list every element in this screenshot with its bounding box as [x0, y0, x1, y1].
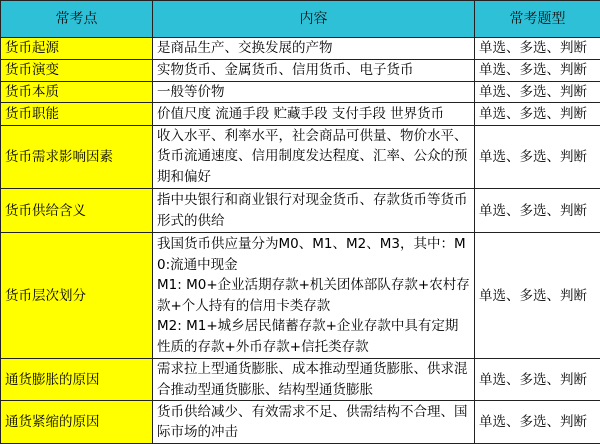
row-point: 货币起源 [1, 38, 153, 60]
row-question-type: 单选、多选、判断 [475, 188, 600, 233]
row-content: 指中央银行和商业银行对现金货币、存款货币等货币形式的供给 [153, 188, 475, 233]
row-point: 货币供给含义 [1, 188, 153, 233]
row-point: 货币本质 [1, 81, 153, 103]
table-row [1, 188, 600, 233]
table-row [1, 125, 600, 188]
row-point: 通货紧缩的原因 [1, 401, 153, 444]
row-content: 实物货币、金属货币、信用货币、电子货币 [153, 59, 475, 81]
table-row [1, 59, 600, 81]
table-row [1, 81, 600, 103]
row-content: 需求拉上型通货膨胀、成本推动型通货膨胀、供求混合推动型通货膨胀、结构型通货膨胀 [153, 358, 475, 401]
row-content: 收入水平、利率水平，社会商品可供量、物价水平、货币流通速度、信用制度发达程度、汇率、公众的预期和偏好 [153, 125, 475, 188]
row-content: 一般等价物 [153, 81, 475, 103]
row-point: 货币需求影响因素 [1, 125, 153, 188]
row-content: 我国货币供应量分为M0、M1、M2、M3，其中：M0:流通中现金 M1: M0+企业活期存款+机关团体部队存款+农村存款+个人持有的信用卡类存款 M2: M1+城乡居民储蓄存款+企业存款中具有定期性质的存款+外币存款+信托类存款 [153, 233, 475, 359]
table-row [1, 401, 600, 444]
row-question-type: 单选、多选、判断 [475, 38, 600, 60]
row-question-type: 单选、多选、判断 [475, 401, 600, 444]
table-row [1, 38, 600, 60]
row-question-type: 单选、多选、判断 [475, 81, 600, 103]
table-row [1, 233, 600, 359]
row-content: 价值尺度 流通手段 贮藏手段 支付手段 世界货币 [153, 103, 475, 125]
row-content: 货币供给减少、有效需求不足、供需结构不合理、国际市场的冲击 [153, 401, 475, 444]
row-question-type: 单选、多选、判断 [475, 59, 600, 81]
row-question-type: 单选、多选、判断 [475, 125, 600, 188]
row-question-type: 单选、多选、判断 [475, 358, 600, 401]
header-question-type: 常考题型 [475, 1, 600, 38]
row-point: 货币演变 [1, 59, 153, 81]
row-question-type: 单选、多选、判断 [475, 103, 600, 125]
table-row [1, 103, 600, 125]
row-content: 是商品生产、交换发展的产物 [153, 38, 475, 60]
header-row [1, 1, 600, 38]
header-content: 内容 [153, 1, 475, 38]
header-point: 常考点 [1, 1, 153, 38]
row-question-type: 单选、多选、判断 [475, 233, 600, 359]
row-point: 通货膨胀的原因 [1, 358, 153, 401]
row-point: 货币职能 [1, 103, 153, 125]
table-row [1, 358, 600, 401]
row-point: 货币层次划分 [1, 233, 153, 359]
